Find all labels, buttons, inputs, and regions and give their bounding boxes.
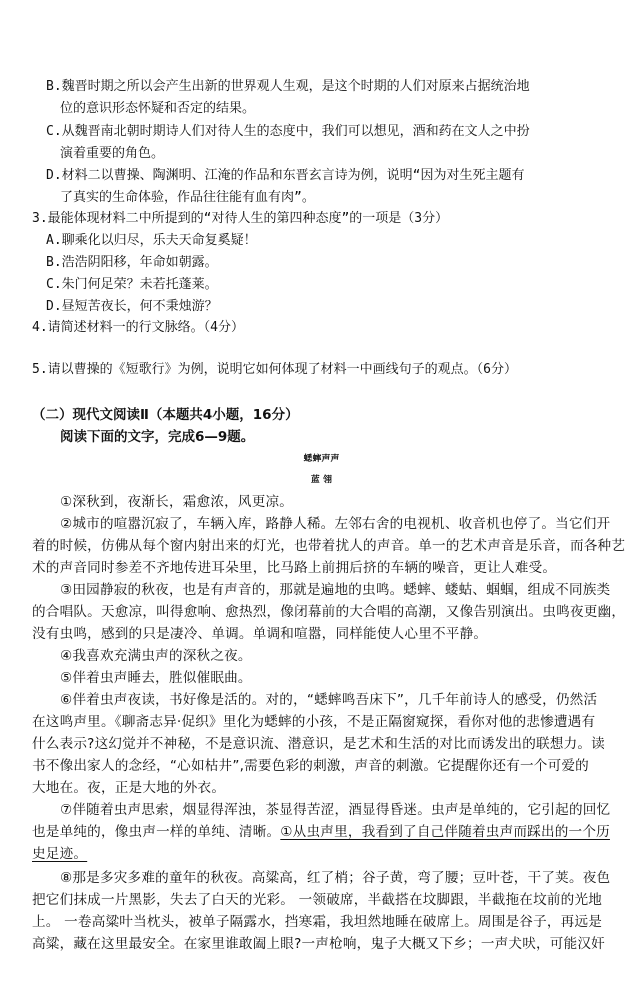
paragraph-5: ⑤伴着虫声睡去，胜似催眠曲。 <box>60 670 252 686</box>
question-3-stem: 3.最能体现材料二中所提到的“对待人生的第四种态度”的一项是（3分） <box>32 211 449 226</box>
option-c-line-1: C.从魏晋南北朝时期诗人们对待人生的态度中，我们可以想见，酒和药在文人之中扮 <box>46 124 530 139</box>
question-5: 5.请以曹操的《短歌行》为例，说明它如何体现了材料一中画线句子的观点。（6分） <box>32 362 517 377</box>
paragraph-6-line-4: 书不像出家人的念经，“心如枯井”,需要色彩的刺激，声音的刺激。它提醒你还有一个可爱的 <box>32 758 589 774</box>
option-b-line-1: B.魏晋时期之所以会产生出新的世界观人生观，是这个时期的人们对原来占据统治地 <box>46 79 530 94</box>
paragraph-7-plain-text: 也是单纯的，像虫声一样的单纯、清晰。 <box>32 824 281 840</box>
option-c-line-2: 演着重要的角色。 <box>60 146 165 161</box>
paragraph-4: ④我喜欢充满虫声的深秋之夜。 <box>60 648 252 664</box>
paragraph-3-line-3: 没有虫鸣，感到的只是凄冷、单调。单调和喧嚣，同样能使人心里不平静。 <box>32 626 488 642</box>
option-d-line-1: D.材料二以曹操、陶渊明、江淹的作品和东晋玄言诗为例，说明“因为对生死主题有 <box>46 168 525 183</box>
paragraph-7-line-3 <box>32 844 87 864</box>
paragraph-7-line-2 <box>32 822 610 842</box>
paragraph-8-line-2: 把它们抹成一片黑影，失去了白天的光彩。 一领破席，半截搭在坟脚跟，半截拖在坟前的光地 <box>32 892 603 908</box>
paragraph-6-line-3: 什么表示?这幻觉并不神秘，不是意识流、潜意识，是艺术和生活的对比而诱发出的联想力。读 <box>32 736 605 752</box>
paragraph-2-line-1: ②城市的喧嚣沉寂了，车辆入库，路静人稀。左邻右舍的电视机、收音机也停了。当它们开 <box>60 516 611 532</box>
section-heading: （二）现代文阅读Ⅱ（本题共4小题，16分） <box>32 407 299 423</box>
paragraph-7-line-1: ⑦伴随着虫声思索，烟显得浑浊，茶显得苦涩，酒显得昏迷。虫声是单纯的，它引起的回忆 <box>60 802 611 818</box>
paragraph-8-line-1: ⑧那是多灾多难的童年的秋夜。高粱高，红了梢；谷子黄，弯了腰；豆叶苍，干了荚。夜色 <box>60 870 611 886</box>
option-d-line-2: 了真实的生命体验，作品往往能有血有肉”。 <box>60 190 315 205</box>
paragraph-6-line-1: ⑥伴着虫声夜读，书好像是活的。对的，“蟋蟀鸣吾床下”，几千年前诗人的感受，仍然活 <box>60 692 598 708</box>
paragraph-8-line-4: 高粱，藏在这里最安全。在家里谁敢阖上眼?一声枪响，鬼子大概又下乡；一声犬吠，可能汉奸 <box>32 936 605 952</box>
paragraph-6-line-2: 在这鸣声里。《聊斋志异·促织》里化为蟋蟀的小孩，不是正隔窗窥探，看你对他的悲惨遭遇有 <box>32 714 596 730</box>
article-author: 蓝 翎 <box>310 475 333 485</box>
underlined-sentence-part-1: ①从虫声里，我看到了自己伴随着虫声而踩出的一个历 <box>280 824 610 840</box>
paragraph-8-line-3: 上。 一卷高粱叶当枕头，被单子隔露水，挡寒霜，我坦然地睡在破席上。周围是谷子，再远是 <box>32 914 603 930</box>
paragraph-3-line-2: 的合唱队。天愈凉，叫得愈响、愈热烈，像闭幕前的大合唱的高潮，又像告别演出。虫鸣夜更幽， <box>32 604 626 620</box>
question-4: 4.请简述材料一的行文脉络。（4分） <box>32 320 244 335</box>
paragraph-6-line-5: 大地在。夜，正是大地的外衣。 <box>32 780 226 796</box>
paragraph-3-line-1: ③田园静寂的秋夜，也是有声音的，那就是遍地的虫鸣。蟋蟀、蝼蛄、蝈蝈，组成不同族类 <box>60 582 611 598</box>
question-3-option-b: B.浩浩阴阳移，年命如朝露。 <box>46 255 218 270</box>
paragraph-2-line-2: 着的时候，仿佛从每个窗内射出来的灯光，也带着扰人的声音。单一的艺术声音是乐音，而各种艺 <box>32 538 626 554</box>
article-title: 蟋蟀声声 <box>303 454 340 464</box>
section-instruction: 阅读下面的文字，完成6—9题。 <box>60 429 255 445</box>
question-3-option-d: D.昼短苦夜长，何不秉烛游？ <box>46 299 218 314</box>
underlined-sentence-part-2: 史足迹。 <box>32 846 88 862</box>
paragraph-2-line-3: 术的声音同时参差不齐地传进耳朵里，比马路上前拥后挤的车辆的噪音，更让人难受。 <box>32 560 557 576</box>
paragraph-1: ①深秋到，夜渐长，霜愈浓，风更凉。 <box>60 494 294 510</box>
question-3-option-a: A.聊乘化以归尽，乐夫天命复奚疑！ <box>46 233 257 248</box>
option-b-line-2: 位的意识形态怀疑和否定的结果。 <box>60 101 256 116</box>
question-3-option-c: C.朱门何足荣？未若托蓬莱。 <box>46 277 218 292</box>
